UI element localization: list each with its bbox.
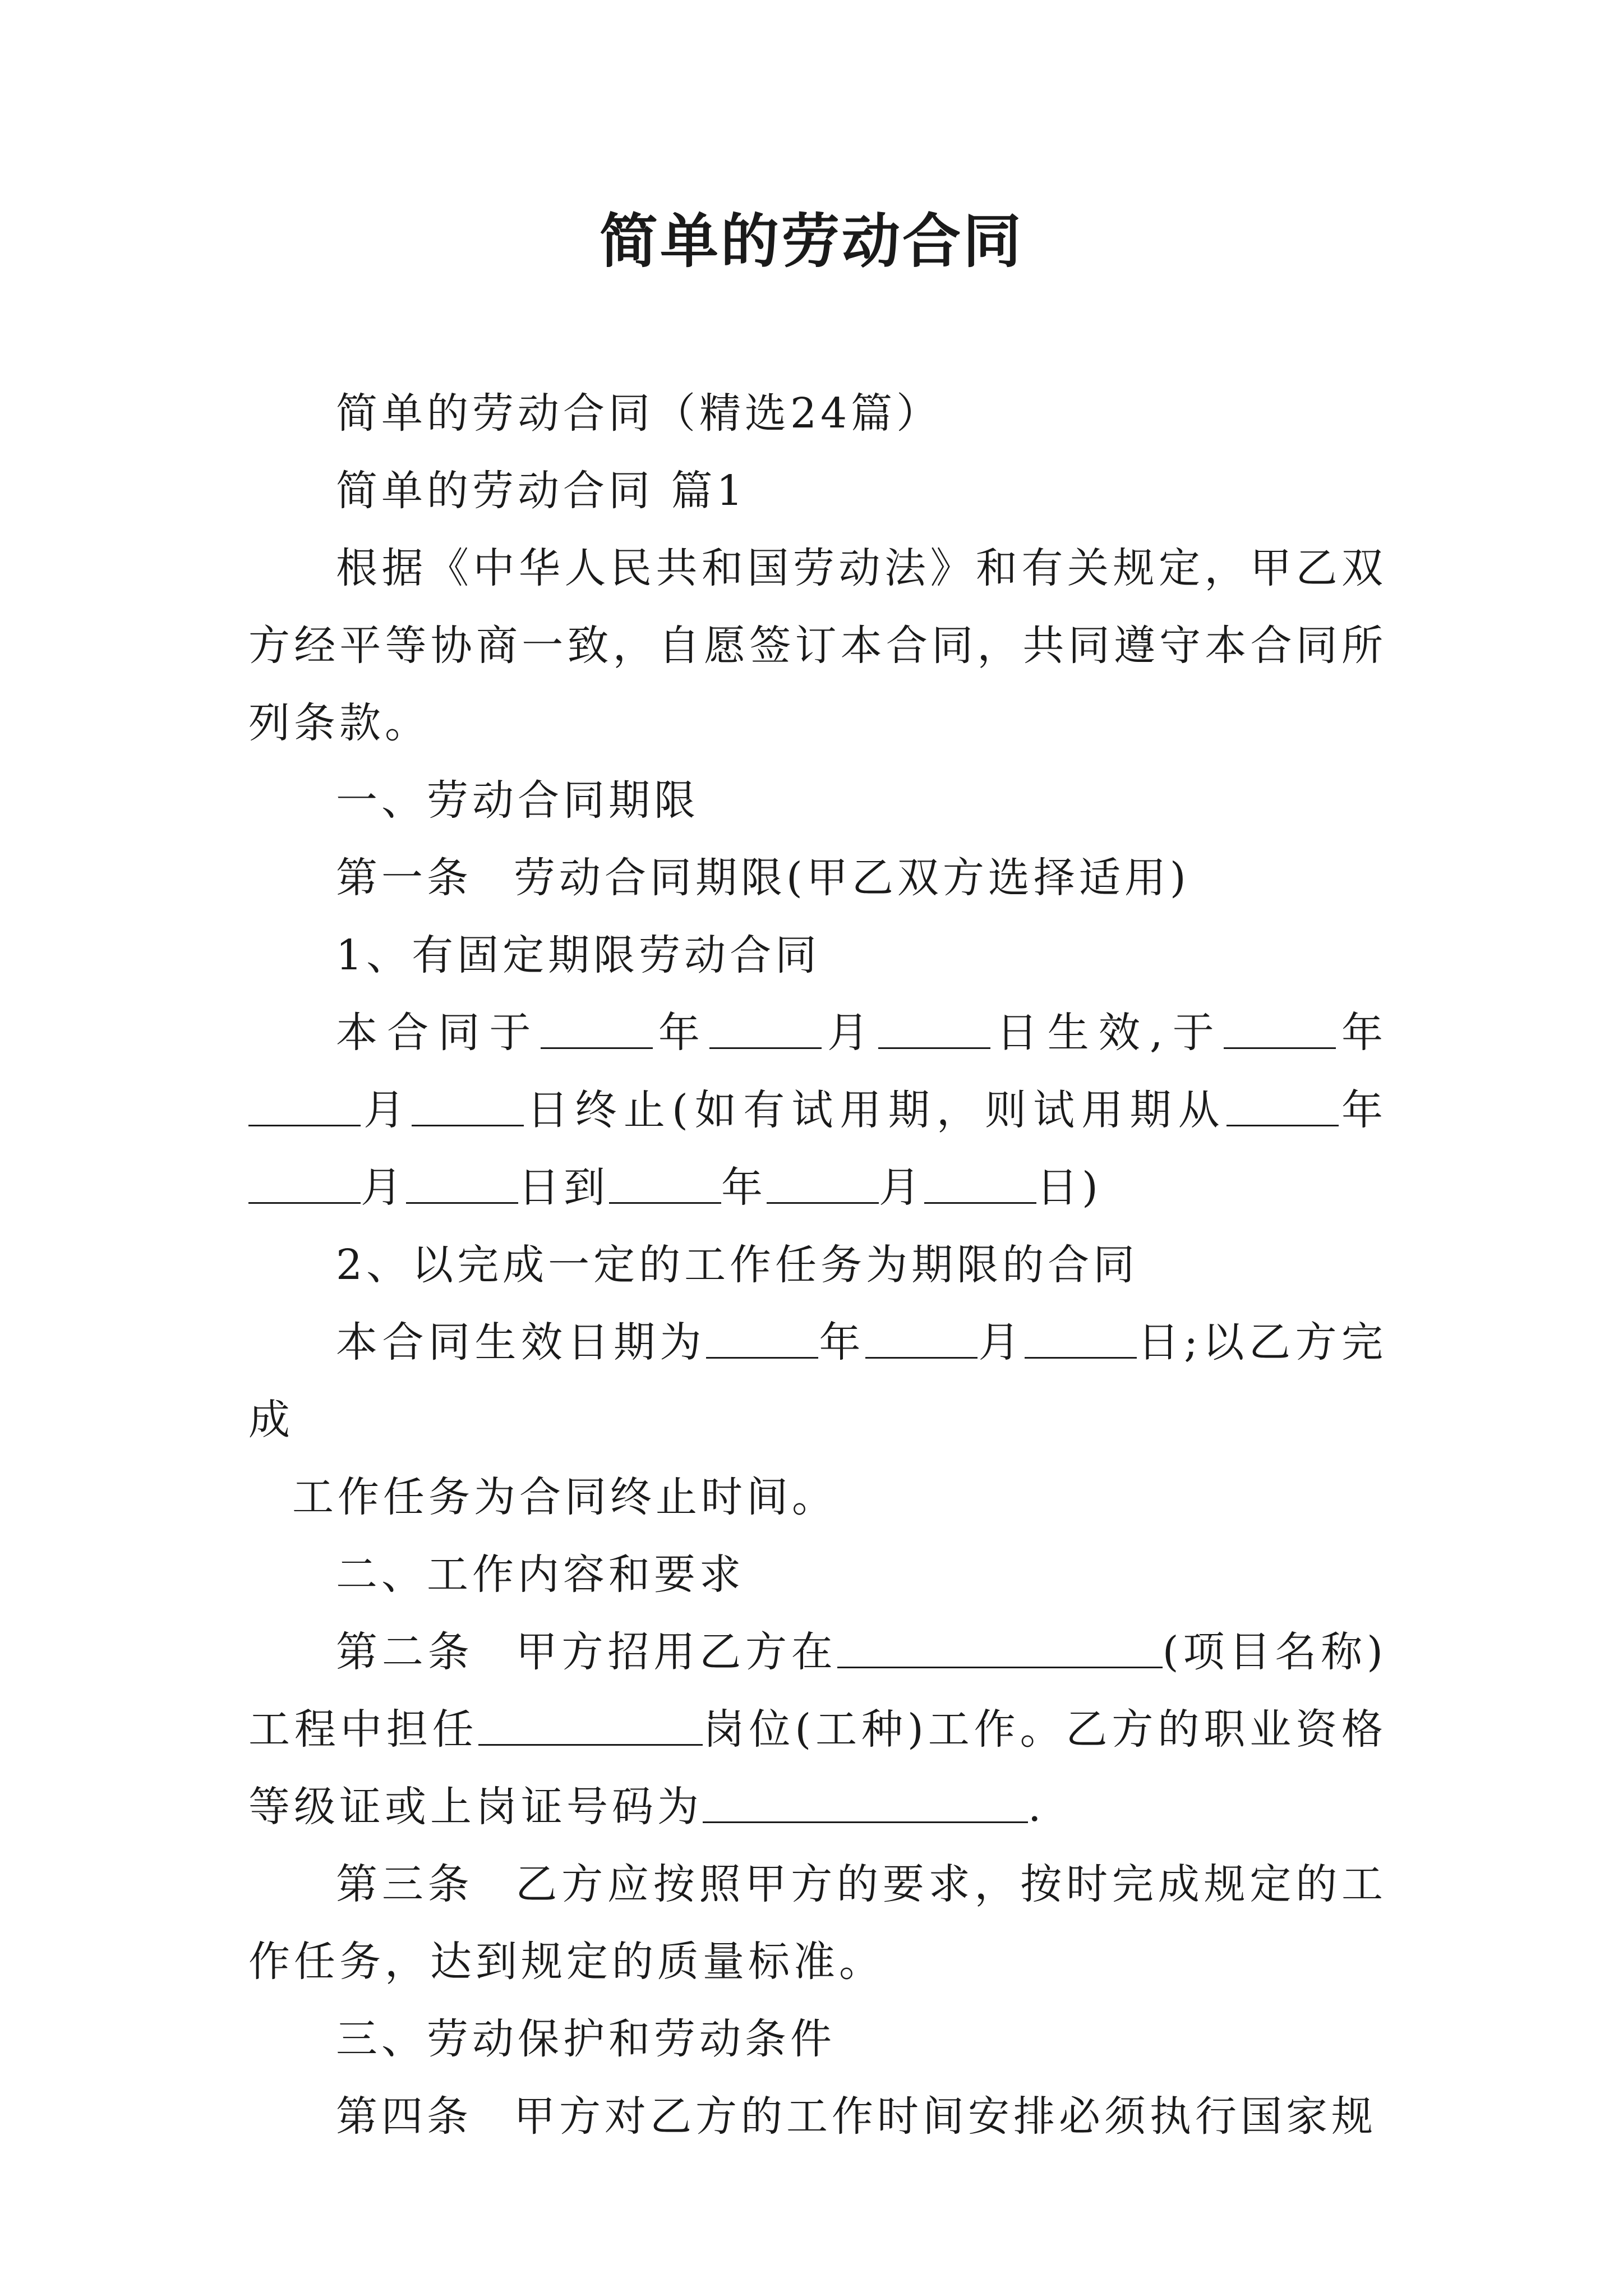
clause-1-dates [248,994,1387,1226]
fill-blank[interactable] [406,1162,518,1203]
document-title: 简单的劳动合同 [599,206,1023,275]
text-segment: 本合同生效日期为 [336,1318,707,1366]
fill-blank[interactable] [878,1007,990,1048]
fill-blank[interactable] [706,1317,818,1358]
text-segment: 日) [1036,1163,1102,1212]
fill-blank[interactable] [767,1162,879,1203]
fill-blank[interactable] [609,1162,721,1203]
article-3 [248,1846,1387,2000]
text-segment: (项目名称)工程中担任 [248,1628,1387,1754]
fill-blank[interactable] [709,1007,822,1048]
fill-blank[interactable] [1224,1007,1336,1048]
text-segment: 岗位(工种)工作。乙方的职业资格等级证或上岗证号码为 [248,1705,1387,1831]
text-segment: 日生效,于 [990,1009,1224,1057]
fill-blank[interactable] [865,1317,978,1358]
article-2 [248,1613,1387,1846]
article-1 [248,839,1387,917]
article-number: 第二条 [336,1628,474,1676]
article-number: 第一条 [336,854,472,902]
article-number: 第三条 [336,1860,474,1908]
text-segment: 月 [879,1163,924,1212]
fill-blank[interactable] [248,1085,361,1126]
text-segment: 日到 [518,1163,609,1212]
clause-2-heading: 2、以完成一定的工作任务为期限的合同 [336,1241,1139,1289]
fill-blank[interactable] [412,1085,524,1126]
text-segment: 甲方招用乙方在 [515,1628,837,1676]
text-segment: 月 [822,1009,879,1057]
clause-2-continuation: 工作任务为合同终止时间。 [292,1473,837,1521]
paragraph-preamble: 根据《中华人民共和国劳动法》和有关规定，甲乙双方经平等协商一致，自愿签订本合同，共同遵守本合同所列条款。 [248,544,1387,747]
fill-blank[interactable] [1025,1317,1137,1358]
text-segment: 年 [1338,1086,1387,1134]
article-4 [248,2078,1387,2155]
text-segment: 年 [721,1163,767,1212]
article-text: 甲方对乙方的工作时间安排必须执行国家规 [514,2092,1377,2141]
subtitle: 简单的劳动合同（精选24篇） [336,389,942,438]
fill-blank[interactable] [924,1162,1036,1203]
section-heading: 简单的劳动合同 篇1 [336,467,747,515]
text-segment: 年 [652,1009,710,1057]
article-text: 劳动合同期限(甲乙双方选择适用) [514,854,1190,902]
article-number: 第四条 [336,2092,472,2141]
text-segment: 月 [361,1086,412,1134]
clause-2-dates [248,1304,1387,1458]
chapter-heading-1: 一、劳动合同期限 [336,776,699,825]
clause-1-heading: 1、有固定期限劳动合同 [336,931,821,979]
fill-blank[interactable] [248,1162,361,1203]
text-segment: 年 [818,1318,866,1366]
fill-blank[interactable] [837,1627,1163,1668]
document-body [248,375,1387,2155]
text-segment: 日;以乙方完成 [248,1318,1387,1444]
chapter-heading-2: 二、工作内容和要求 [336,1550,745,1599]
text-segment: 年 [1335,1009,1387,1057]
text-segment: . [1028,1783,1045,1831]
fill-blank[interactable] [1227,1085,1339,1126]
text-segment: 月 [361,1163,406,1212]
text-segment: 日终止(如有试用期，则试用期从 [524,1086,1227,1134]
fill-blank[interactable] [703,1782,1028,1823]
article-text: 乙方应按照甲方的要求，按时完成规定的工作任务，达到规定的质量标准。 [248,1860,1387,1986]
chapter-heading-3: 三、劳动保护和劳动条件 [336,2015,836,2063]
fill-blank[interactable] [478,1704,703,1745]
text-segment: 本合同于 [336,1009,541,1057]
fill-blank[interactable] [541,1007,653,1048]
text-segment: 月 [978,1318,1025,1366]
